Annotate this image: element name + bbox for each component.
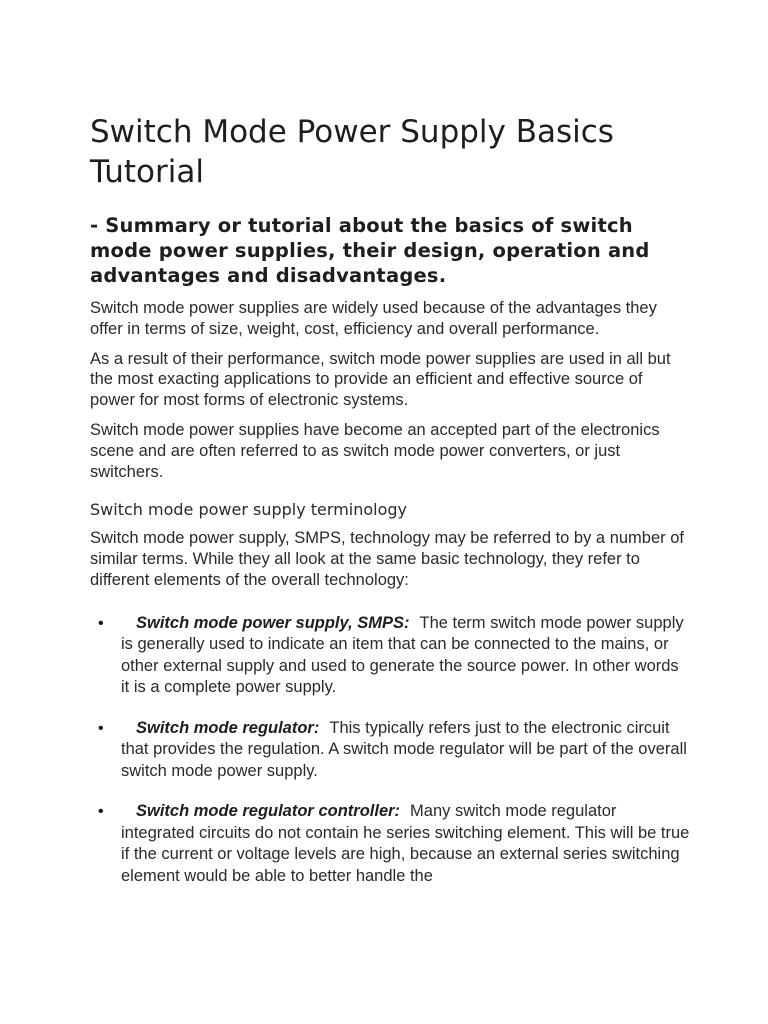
page-title: Switch Mode Power Supply Basics Tutorial (90, 114, 614, 190)
term-description: The term switch mode power supply is generally used to indicate an item that can be connected to the mains, or other external supply and used to generate the source power. In other words it is a complete power supply. (121, 613, 684, 697)
page-subtitle: - Summary or tutorial about the basics of switch mode power supplies, their design, operation and advantages and disadvantages. (90, 214, 650, 287)
bullet-icon: • (98, 803, 104, 821)
term-description: This typically refers just to the electronic circuit that provides the regulation. A switch mode regulator will be part of the overall switch mode power supply. (121, 718, 687, 780)
bullet-icon: • (98, 719, 104, 737)
list-item (90, 718, 690, 783)
term-name: Switch mode regulator controller: (136, 802, 401, 821)
section-heading: Switch mode power supply terminology (90, 500, 408, 520)
list-item (90, 613, 690, 699)
term-description: Many switch mode regulator integrated circuits do not contain he series switching element. This will be true if the current or voltage levels are high, because an external series switching element would be able to better handle the (121, 802, 690, 885)
bullet-icon: • (98, 614, 104, 632)
term-name: Switch mode power supply, SMPS: (136, 613, 410, 632)
section-intro: Switch mode power supply, SMPS, technology may be referred to by a number of similar terms. While they all look at the same basic technology, they refer to different elements of the overall technology: (90, 529, 684, 589)
terminology-list (90, 613, 690, 888)
intro-paragraph-3: Switch mode power supplies have become an accepted part of the electronics scene and are often referred to as switch mode power converters, or just switchers. (90, 420, 660, 481)
document-page (90, 112, 690, 906)
term-name: Switch mode regulator: (136, 718, 320, 737)
intro-paragraph-1: Switch mode power supplies are widely used because of the advantages they offer in terms of size, weight, cost, efficiency and overall performance. (90, 299, 657, 338)
intro-paragraph-2: As a result of their performance, switch mode power supplies are used in all but the most exacting applications to provide an efficient and effective source of power for most forms of electronic systems. (90, 349, 671, 410)
list-item (90, 801, 690, 887)
